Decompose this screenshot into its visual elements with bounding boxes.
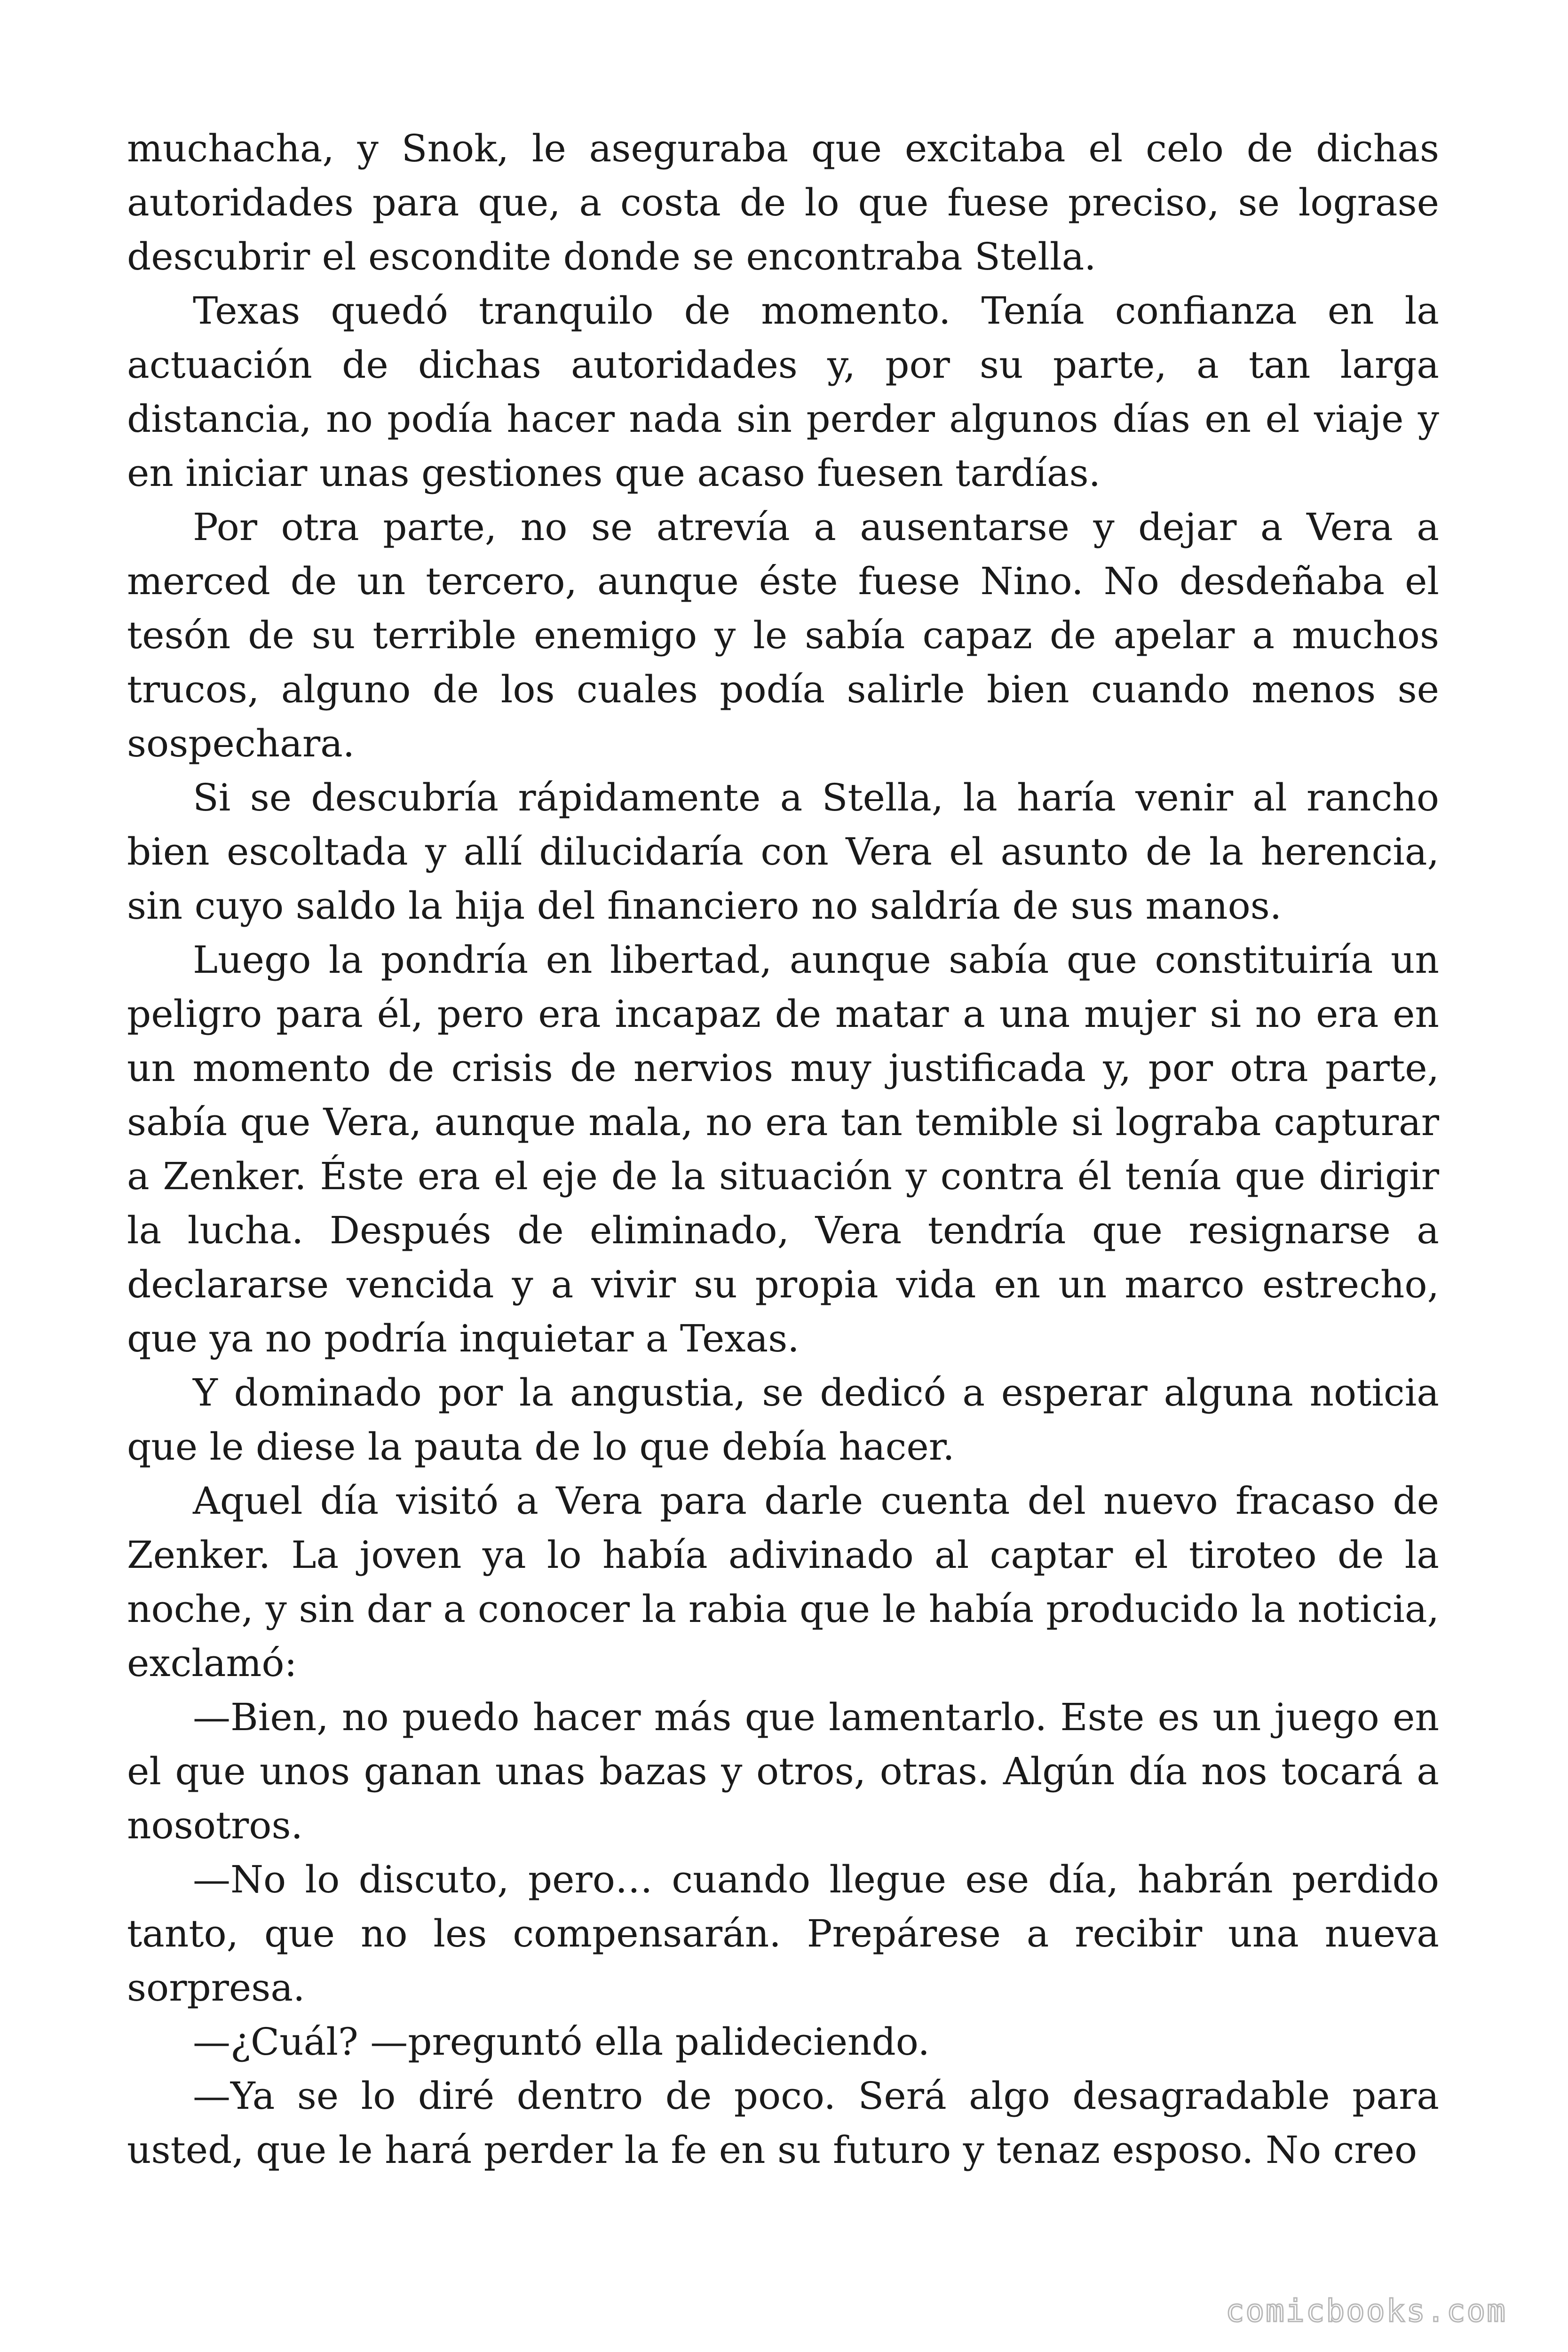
dialogue-paragraph-3: —¿Cuál? —preguntó ella palideciendo. [193,2020,930,2064]
paragraph-7: Aquel día visitó a Vera para darle cuenta del nuevo fracaso de Zenker. La joven ya lo había adivinado al captar el tiroteo de la noche, y sin dar a conocer la rabia que le había producido la noticia, exclamó: [127,1479,1439,1685]
body-text [127,121,1439,2177]
paragraph-2: Texas quedó tranquilo de momento. Tenía confianza en la actuación de dichas autoridades y, por su parte, a tan larga distancia, no podía hacer nada sin perder algunos días en el viaje y en iniciar unas gestiones que acaso fuesen tardías. [127,289,1439,495]
paragraph-3: Por otra parte, no se atrevía a ausentarse y dejar a Vera a merced de un tercero, aunque éste fuese Nino. No desdeñaba el tesón de su terrible enemigo y le sabía capaz de apelar a muchos trucos, alguno de los cuales podía salirle bien cuando menos se sospechara. [127,505,1439,765]
paragraph-6: Y dominado por la angustia, se dedicó a esperar alguna noticia que le diese la pauta de lo que debía hacer. [127,1371,1439,1469]
paragraph-1: muchacha, y Snok, le aseguraba que excitaba el celo de dichas autoridades para que, a costa de lo que fuese preciso, se lograse descubrir el escondite donde se encontraba Stella. [127,127,1439,278]
dialogue-paragraph-2: —No lo discuto, pero… cuando llegue ese día, habrán perdido tanto, que no les compensarán. Prepárese a recibir una nueva sorpresa. [127,1858,1439,2010]
dialogue-paragraph-4: —Ya se lo diré dentro de poco. Será algo desagradable para usted, que le hará perder la fe en su futuro y tenaz esposo. No creo [127,2074,1439,2172]
watermark-text: comicbooks.com [1225,2293,1507,2329]
paragraph-5: Luego la pondría en libertad, aunque sabía que constituiría un peligro para él, pero era incapaz de matar a una mujer si no era en un momento de crisis de nervios muy justificada y, por otra parte, sabía que Vera, aunque mala, no era tan temible si lograba capturar a Zenker. Éste era el eje de la situación y contra él tenía que dirigir la lucha. Después de eliminado, Vera tendría que resignarse a declararse vencida y a vivir su propia vida en un marco estrecho, que ya no podría inquietar a Texas. [127,938,1439,1360]
paragraph-4: Si se descubría rápidamente a Stella, la haría venir al rancho bien escoltada y allí dilucidaría con Vera el asunto de la herencia, sin cuyo saldo la hija del financiero no saldría de sus manos. [127,776,1439,928]
dialogue-paragraph-1: —Bien, no puedo hacer más que lamentarlo. Este es un juego en el que unos ganan unas bazas y otros, otras. Algún día nos tocará a nosotros. [127,1695,1439,1847]
